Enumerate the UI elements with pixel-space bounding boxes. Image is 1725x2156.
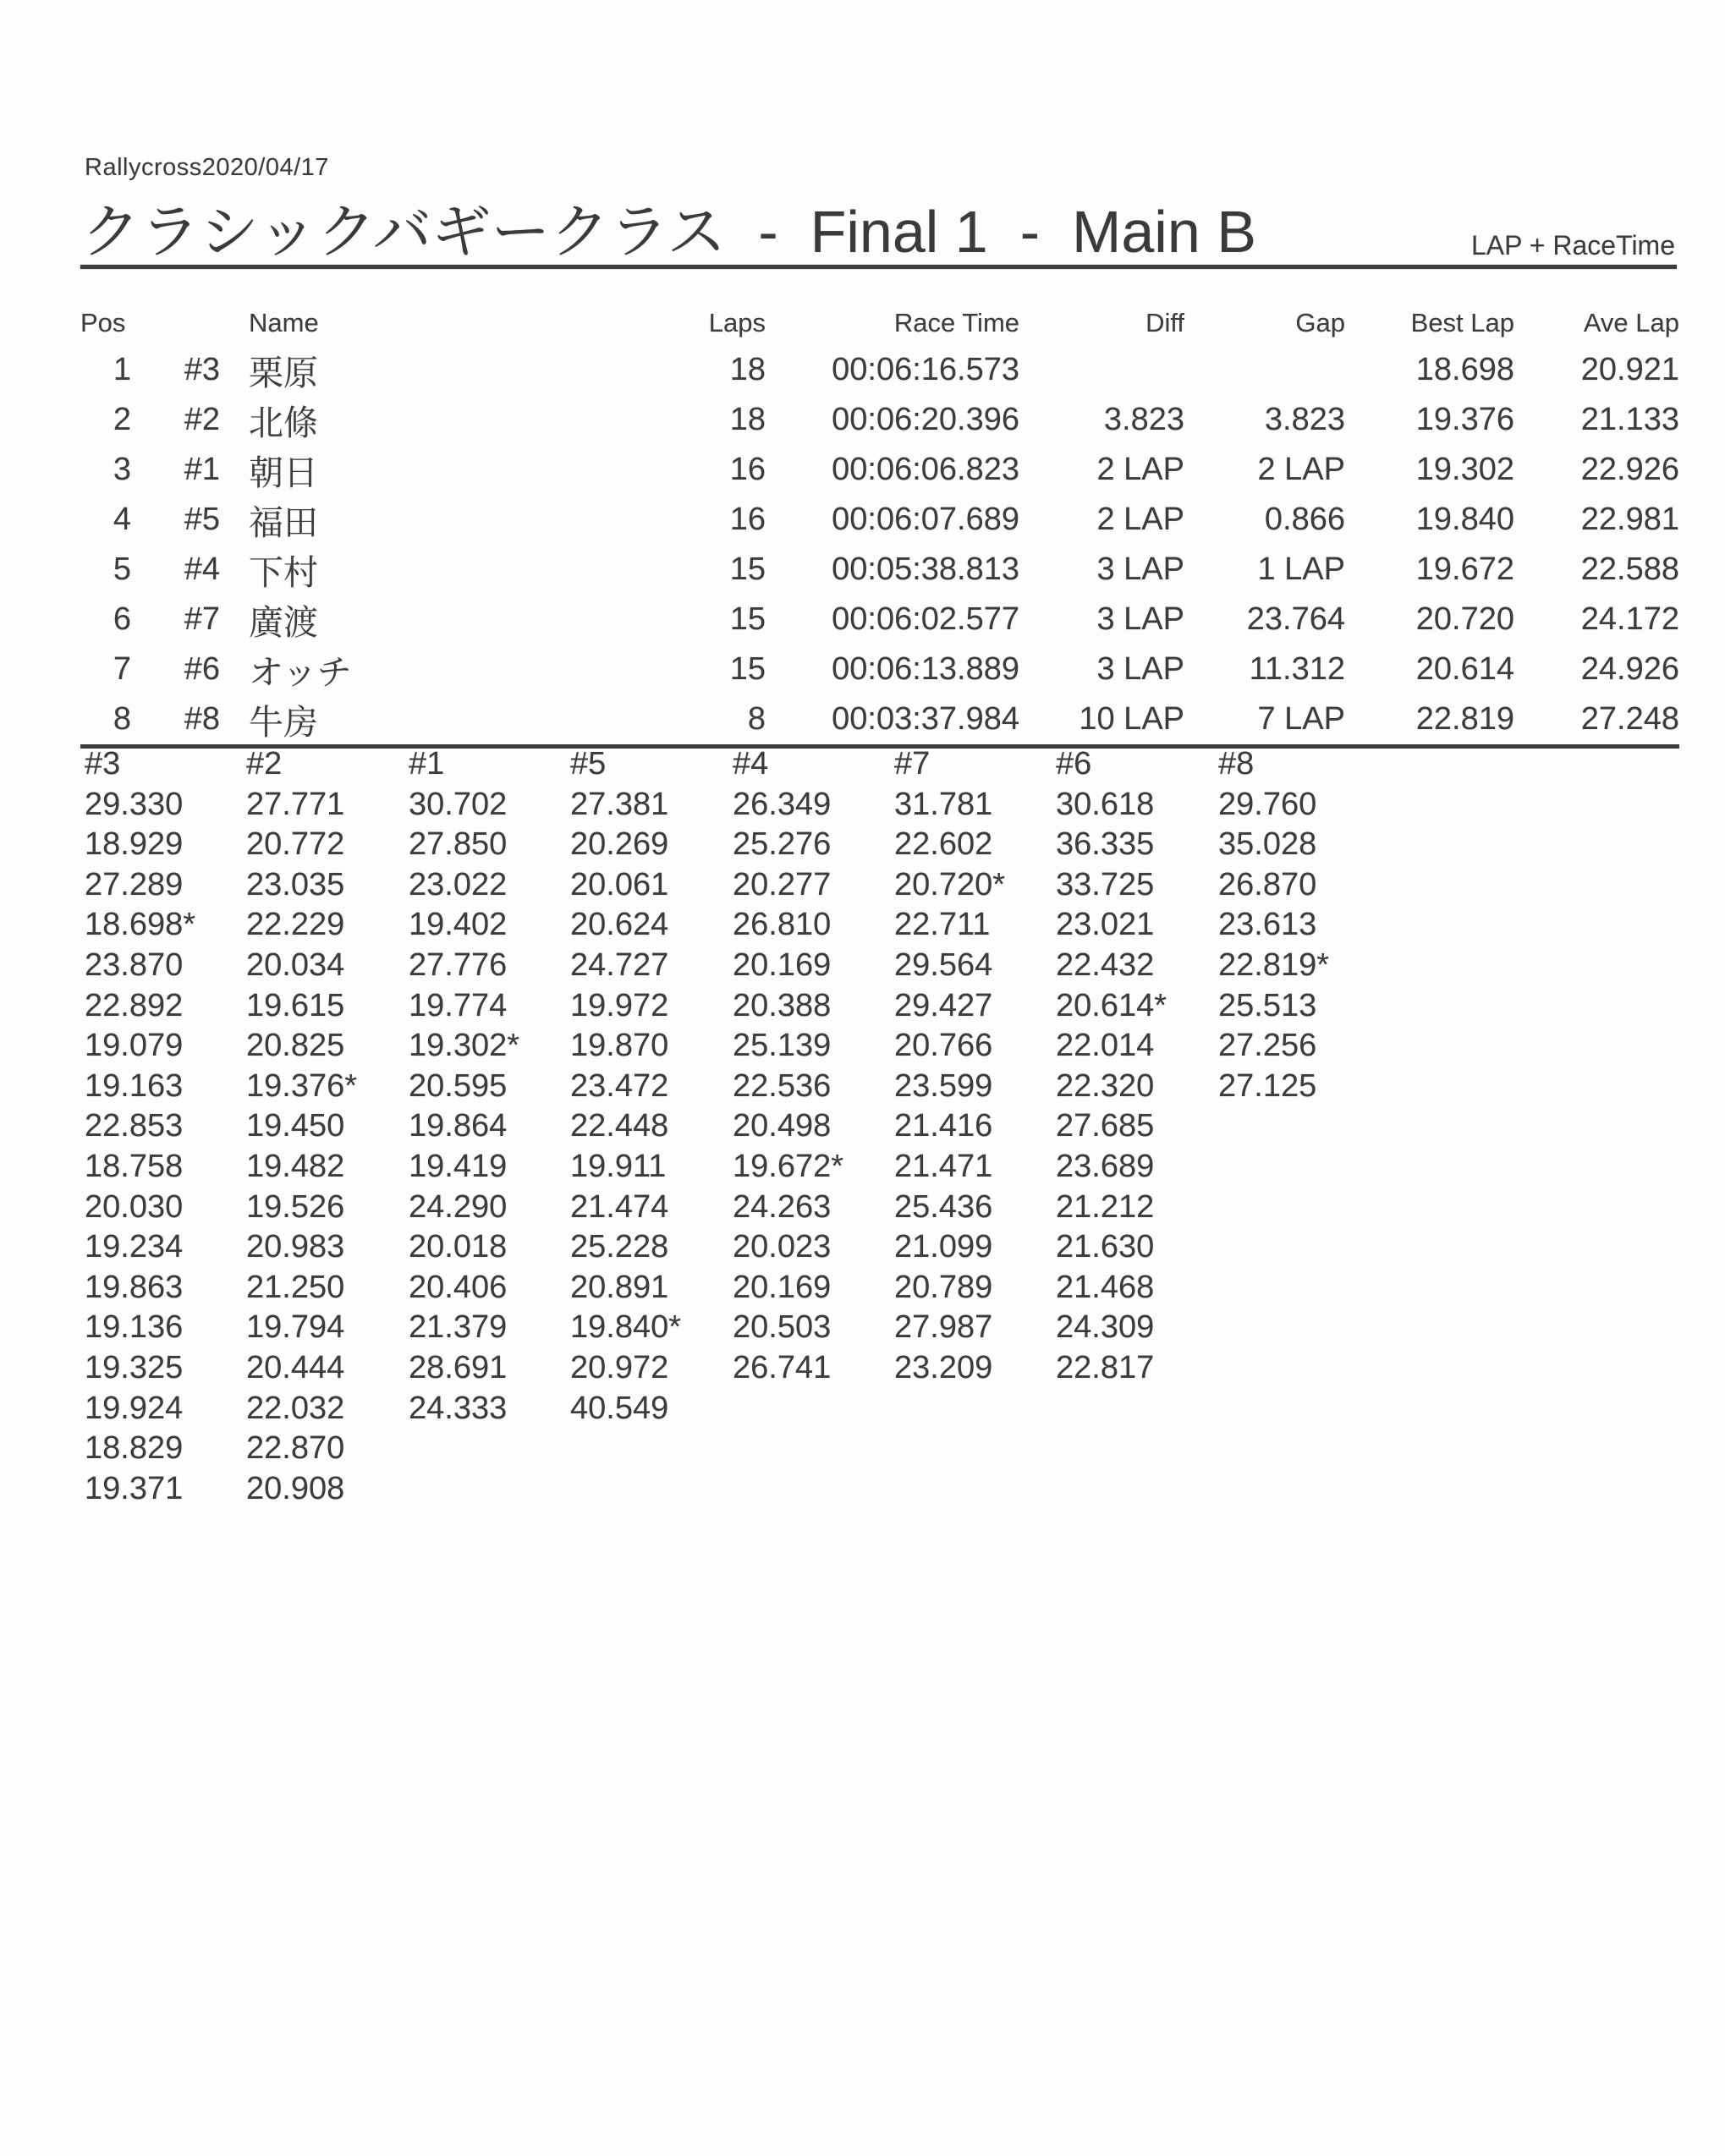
lap-time-value: 22.853 (85, 1108, 184, 1144)
best-lap-cell: 20.720 (1415, 601, 1515, 637)
lap-time-value: 22.817 (1056, 1349, 1155, 1385)
lap-time-value: 19.402 (409, 907, 508, 943)
best-lap-cell: 19.376 (1415, 402, 1515, 437)
car-number-cell: #2 (184, 402, 221, 437)
lap-time-value: 33.725 (1056, 866, 1155, 902)
diff-cell: 10 LAP (1079, 701, 1185, 737)
lap-time-value: 25.228 (570, 1229, 669, 1265)
lap-time-value: 20.503 (733, 1309, 832, 1346)
car-number-cell: #7 (184, 601, 221, 637)
car-number-cell: #4 (184, 551, 221, 587)
position-cell: 7 (113, 651, 131, 687)
lap-time-value: 22.032 (246, 1390, 345, 1426)
diff-cell (1019, 345, 1184, 395)
lap-time-value: 19.870 (570, 1028, 669, 1064)
lap-time-value: 29.760 (1218, 786, 1317, 822)
timing-mode-label: LAP + RaceTime (1471, 230, 1675, 261)
result-row (80, 694, 1679, 747)
ave-lap-cell: 24.926 (1580, 651, 1680, 687)
laps-cell: 18 (729, 352, 766, 387)
lap-time-value: 21.468 (1056, 1269, 1155, 1305)
position-cell: 1 (113, 352, 131, 387)
lap-time-value: 27.381 (570, 786, 669, 822)
diff-cell: 3 LAP (1096, 651, 1185, 687)
result-row (80, 495, 1679, 545)
laps-cell: 15 (729, 601, 766, 637)
driver-name-cell: 下村 (249, 553, 319, 592)
driver-name-cell: オッチ (249, 653, 352, 692)
lap-time-value: 20.972 (570, 1349, 669, 1385)
lap-time-value: 20.614* (1056, 987, 1167, 1023)
position-cell: 5 (113, 551, 131, 587)
gap-cell (1184, 345, 1345, 395)
best-lap-cell: 19.840 (1415, 502, 1515, 537)
lap-time-value: 21.471 (894, 1148, 993, 1184)
lap-time-value: 20.595 (409, 1067, 508, 1104)
ave-lap-cell: 22.588 (1580, 551, 1680, 587)
lap-time-value: 20.624 (570, 907, 669, 943)
lap-time-value: 21.212 (1056, 1188, 1155, 1225)
best-lap-cell: 18.698 (1415, 352, 1515, 387)
laps-cell: 18 (729, 402, 766, 437)
lap-time-value: 19.482 (246, 1148, 345, 1184)
lap-time-value: 25.276 (733, 826, 832, 863)
diff-cell: 2 LAP (1096, 502, 1185, 537)
ave-lap-cell: 27.248 (1580, 701, 1680, 737)
lap-time-value: 20.825 (246, 1028, 345, 1064)
laps-cell: 16 (729, 452, 766, 487)
lap-time-value: 18.929 (85, 826, 184, 863)
position-cell: 2 (113, 402, 131, 437)
driver-name-cell: 栗原 (249, 354, 319, 392)
lap-column-5 (570, 744, 739, 1429)
lap-time-value: 26.870 (1218, 866, 1317, 902)
best-lap-cell: 20.614 (1415, 651, 1515, 687)
result-row (80, 645, 1679, 694)
lap-time-value: 22.536 (733, 1067, 832, 1104)
lap-time-value: 26.810 (733, 907, 832, 943)
lap-time-value: 22.819* (1218, 946, 1330, 983)
lap-time-value: 20.018 (409, 1229, 508, 1265)
lap-time-value: 22.432 (1056, 946, 1155, 983)
race-time-cell: 00:06:02.577 (832, 601, 1020, 637)
car-number-cell: #5 (184, 502, 221, 537)
lap-time-value: 19.136 (85, 1309, 184, 1346)
diff-cell: 3.823 (1103, 402, 1185, 437)
lap-time-value: 23.613 (1218, 907, 1317, 943)
lap-time-value: 29.427 (894, 987, 993, 1023)
gap-cell: 3.823 (1264, 402, 1346, 437)
laps-cell: 16 (729, 502, 766, 537)
lap-column-6 (1056, 744, 1225, 1389)
ave-lap-cell: 22.981 (1580, 502, 1680, 537)
lap-time-value: 19.234 (85, 1229, 184, 1265)
car-number-cell: #6 (184, 651, 221, 687)
title-separator: - (758, 199, 778, 265)
lap-time-value: 20.498 (733, 1108, 832, 1144)
position-cell: 8 (113, 701, 131, 737)
page-title (81, 184, 1256, 270)
laps-cell: 15 (729, 651, 766, 687)
lap-time-value: 20.061 (570, 866, 669, 902)
gap-cell: 1 LAP (1257, 551, 1346, 587)
lap-time-value: 18.758 (85, 1148, 184, 1184)
lap-column-header: #6 (1056, 746, 1092, 782)
lap-time-value: 25.513 (1218, 987, 1317, 1023)
title-heat-name: Main B (1072, 199, 1256, 265)
lap-time-value: 19.924 (85, 1390, 184, 1426)
lap-column-header: #4 (733, 746, 769, 782)
lap-time-value: 27.776 (409, 946, 508, 983)
lap-time-value: 23.209 (894, 1349, 993, 1385)
lap-time-value: 27.685 (1056, 1108, 1155, 1144)
lap-time-value: 24.309 (1056, 1309, 1155, 1346)
column-header-race-time: Race Time (893, 308, 1020, 337)
lap-time-value: 19.774 (409, 987, 508, 1023)
lap-time-value: 26.349 (733, 786, 832, 822)
lap-time-value: 19.672* (733, 1148, 844, 1184)
diff-cell: 2 LAP (1096, 452, 1185, 487)
car-number-cell: #8 (184, 701, 221, 737)
lap-time-value: 20.891 (570, 1269, 669, 1305)
lap-time-value: 35.028 (1218, 826, 1317, 863)
race-time-cell: 00:06:07.689 (832, 502, 1020, 537)
race-time-cell: 00:03:37.984 (832, 701, 1020, 737)
race-time-cell: 00:06:16.573 (832, 352, 1020, 387)
race-time-cell: 00:06:13.889 (832, 651, 1020, 687)
lap-time-value: 21.416 (894, 1108, 993, 1144)
lap-time-value: 19.325 (85, 1349, 184, 1385)
lap-column-2 (246, 744, 415, 1509)
lap-time-value: 23.035 (246, 866, 345, 902)
lap-time-value: 23.870 (85, 946, 184, 983)
lap-time-value: 21.099 (894, 1229, 993, 1265)
column-header-diff: Diff (1145, 308, 1185, 337)
best-lap-cell: 22.819 (1415, 701, 1515, 737)
lap-time-value: 19.840* (570, 1309, 682, 1346)
lap-column-header: #8 (1218, 746, 1255, 782)
race-time-cell: 00:05:38.813 (832, 551, 1020, 587)
lap-time-value: 20.169 (733, 946, 832, 983)
lap-time-value: 19.450 (246, 1108, 345, 1144)
driver-name-cell: 朝日 (249, 453, 319, 492)
lap-time-value: 40.549 (570, 1390, 669, 1426)
laps-cell: 8 (747, 701, 766, 737)
lap-time-value: 22.870 (246, 1430, 345, 1467)
result-row (80, 545, 1679, 595)
lap-column-header: #2 (246, 746, 283, 782)
laps-cell: 15 (729, 551, 766, 587)
lap-time-value: 27.987 (894, 1309, 993, 1346)
driver-name-cell: 牛房 (249, 703, 319, 742)
results-header-row (80, 301, 1679, 345)
position-cell: 6 (113, 601, 131, 637)
ave-lap-cell: 24.172 (1580, 601, 1680, 637)
gap-cell: 23.764 (1246, 601, 1346, 637)
lap-time-value: 19.794 (246, 1309, 345, 1346)
gap-cell: 7 LAP (1257, 701, 1346, 737)
lap-time-value: 19.615 (246, 987, 345, 1023)
lap-time-value: 20.030 (85, 1188, 184, 1225)
lap-column-header: #1 (409, 746, 445, 782)
lap-time-value: 21.250 (246, 1269, 345, 1305)
lap-time-value: 20.406 (409, 1269, 508, 1305)
driver-name-cell: 廣渡 (249, 603, 319, 642)
lap-time-value: 22.320 (1056, 1067, 1155, 1104)
position-cell: 4 (113, 502, 131, 537)
gap-cell: 2 LAP (1257, 452, 1346, 487)
lap-column-3 (85, 744, 254, 1509)
lap-time-value: 24.333 (409, 1390, 508, 1426)
lap-time-value: 18.698* (85, 907, 196, 943)
column-header-name: Name (249, 308, 319, 337)
lap-time-value: 19.376* (246, 1067, 358, 1104)
gap-cell: 11.312 (1249, 651, 1346, 687)
lap-time-value: 20.444 (246, 1349, 345, 1385)
lap-time-value: 27.771 (246, 786, 345, 822)
title-rule (80, 265, 1677, 269)
lap-time-value: 26.741 (733, 1349, 832, 1385)
lap-time-value: 31.781 (894, 786, 993, 822)
lap-time-value: 19.079 (85, 1028, 184, 1064)
diff-cell: 3 LAP (1096, 551, 1185, 587)
result-row (80, 445, 1679, 495)
lap-time-value: 22.229 (246, 907, 345, 943)
lap-time-value: 23.599 (894, 1067, 993, 1104)
lap-time-value: 20.277 (733, 866, 832, 902)
lap-time-value: 22.014 (1056, 1028, 1155, 1064)
column-header-laps: Laps (708, 308, 766, 337)
lap-column-8 (1218, 744, 1387, 1106)
lap-time-value: 21.474 (570, 1188, 669, 1225)
lap-time-value: 18.829 (85, 1430, 184, 1467)
lap-time-value: 28.691 (409, 1349, 508, 1385)
lap-time-value: 23.022 (409, 866, 508, 902)
lap-time-value: 19.972 (570, 987, 669, 1023)
lap-time-value: 27.125 (1218, 1067, 1317, 1104)
best-lap-cell: 19.672 (1415, 551, 1515, 587)
lap-time-value: 19.526 (246, 1188, 345, 1225)
results-body (80, 345, 1679, 747)
lap-time-value: 24.727 (570, 946, 669, 983)
lap-time-value: 20.772 (246, 826, 345, 863)
lap-time-value: 20.388 (733, 987, 832, 1023)
lap-time-value: 36.335 (1056, 826, 1155, 863)
lap-time-value: 22.892 (85, 987, 184, 1023)
lap-time-value: 20.983 (246, 1229, 345, 1265)
lap-time-value: 20.908 (246, 1470, 345, 1506)
column-header-ave-lap: Ave Lap (1583, 308, 1680, 337)
lap-time-value: 25.436 (894, 1188, 993, 1225)
title-separator: - (1019, 199, 1041, 265)
driver-name-cell: 福田 (249, 503, 319, 542)
lap-time-value: 29.564 (894, 946, 993, 983)
lap-time-value: 20.023 (733, 1229, 832, 1265)
lap-time-value: 19.163 (85, 1067, 184, 1104)
column-header-best-lap: Best Lap (1410, 308, 1515, 337)
car-number-cell: #1 (184, 452, 221, 487)
lap-time-value: 19.864 (409, 1108, 508, 1144)
driver-name-cell: 北條 (249, 403, 319, 442)
lap-time-value: 27.256 (1218, 1028, 1317, 1064)
lap-time-value: 20.169 (733, 1269, 832, 1305)
lap-time-value: 22.602 (894, 826, 993, 863)
result-row (80, 345, 1679, 395)
lap-time-value: 19.302* (409, 1028, 520, 1064)
lap-column-1 (409, 744, 578, 1429)
result-row (80, 395, 1679, 445)
lap-time-value: 19.371 (85, 1470, 184, 1506)
lap-column-7 (894, 744, 1063, 1389)
lap-time-value: 24.263 (733, 1188, 832, 1225)
lap-time-value: 22.711 (894, 907, 991, 943)
lap-time-value: 19.863 (85, 1269, 184, 1305)
lap-column-4 (733, 744, 902, 1389)
lap-time-value: 20.269 (570, 826, 669, 863)
lap-time-value: 20.789 (894, 1269, 993, 1305)
lap-time-value: 25.139 (733, 1028, 832, 1064)
gap-cell: 0.866 (1264, 502, 1346, 537)
lap-time-value: 23.472 (570, 1067, 669, 1104)
lap-time-value: 20.766 (894, 1028, 993, 1064)
ave-lap-cell: 22.926 (1580, 452, 1680, 487)
diff-cell: 3 LAP (1096, 601, 1185, 637)
lap-time-value: 30.702 (409, 786, 508, 822)
lap-time-value: 20.720* (894, 866, 1006, 902)
title-class-name: クラシックバギークラス (81, 199, 727, 265)
lap-time-value: 30.618 (1056, 786, 1155, 822)
result-row (80, 595, 1679, 645)
column-header-pos: Pos (80, 308, 126, 337)
lap-time-value: 21.379 (409, 1309, 508, 1346)
car-number-cell: #3 (184, 352, 221, 387)
report-label: Rallycross2020/04/17 (85, 154, 329, 181)
column-header-gap: Gap (1295, 308, 1346, 337)
lap-time-value: 19.419 (409, 1148, 508, 1184)
lap-time-value: 21.630 (1056, 1229, 1155, 1265)
lap-time-value: 27.850 (409, 826, 508, 863)
lap-column-header: #3 (85, 746, 121, 782)
lap-time-value: 20.034 (246, 946, 345, 983)
position-cell: 3 (113, 452, 131, 487)
best-lap-cell: 19.302 (1415, 452, 1515, 487)
lap-column-header: #5 (570, 746, 607, 782)
lap-time-value: 24.290 (409, 1188, 508, 1225)
lap-time-value: 19.911 (570, 1148, 667, 1184)
lap-time-value: 23.689 (1056, 1148, 1155, 1184)
lap-column-header: #7 (894, 746, 931, 782)
race-time-cell: 00:06:20.396 (832, 402, 1020, 437)
results-table (80, 301, 1679, 749)
race-time-cell: 00:06:06.823 (832, 452, 1020, 487)
lap-time-value: 22.448 (570, 1108, 669, 1144)
ave-lap-cell: 20.921 (1580, 352, 1680, 387)
lap-time-value: 27.289 (85, 866, 184, 902)
title-session-name: Final 1 (810, 199, 988, 265)
lap-time-value: 23.021 (1056, 907, 1155, 943)
ave-lap-cell: 21.133 (1580, 402, 1680, 437)
lap-time-value: 29.330 (85, 786, 184, 822)
